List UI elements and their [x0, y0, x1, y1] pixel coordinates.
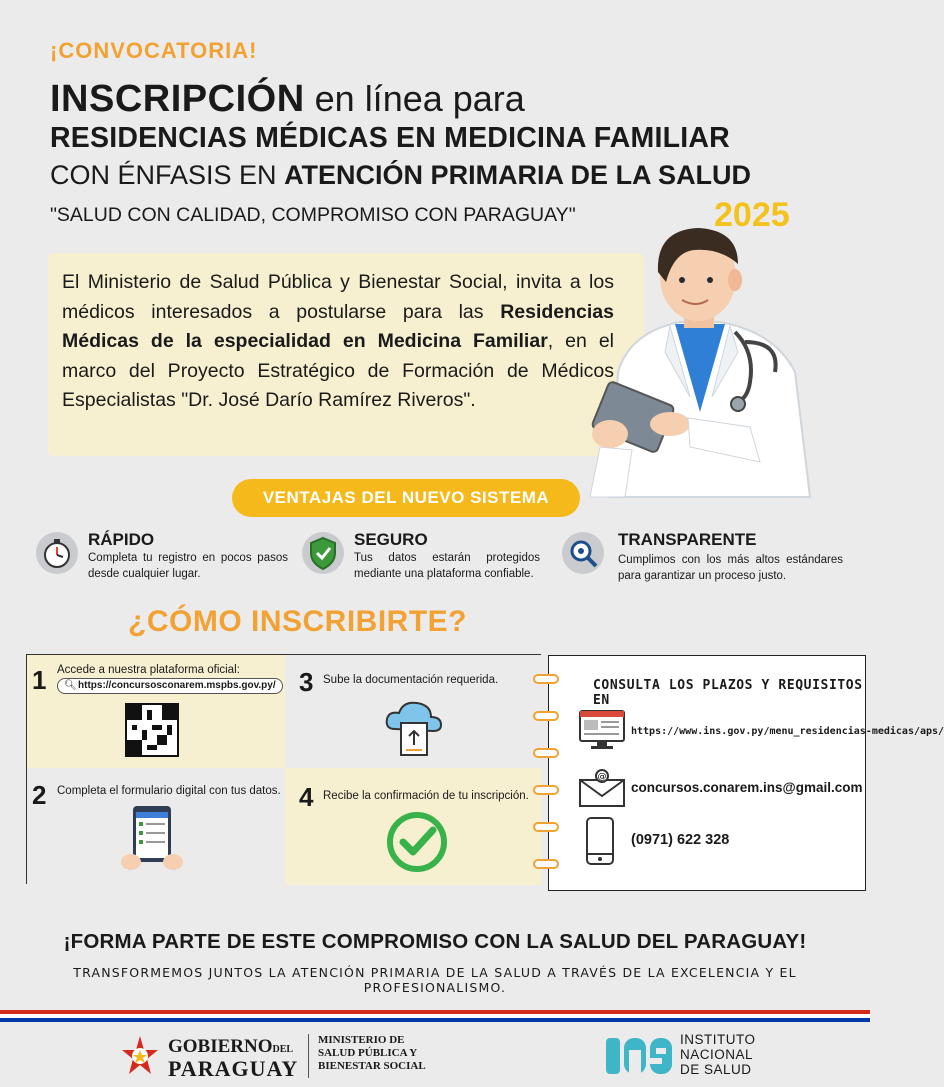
advantages-pill: VENTAJAS DEL NUEVO SISTEMA	[232, 479, 580, 517]
advantage-title: SEGURO	[354, 530, 428, 549]
binder-ring	[533, 822, 559, 832]
cloud-upload-icon	[381, 695, 447, 761]
step-text: Completa el formulario digital con tus datos.	[57, 785, 281, 797]
gov-del: DEL	[272, 1044, 294, 1055]
shield-check-icon	[302, 532, 344, 574]
intro-text-1: El Ministerio de Salud Pública y Bienestar Social, invita a los médicos interesados a postularse para las	[62, 271, 614, 323]
gov-word: GOBIERNO	[168, 1036, 273, 1057]
magnifier-eye-icon	[562, 532, 604, 574]
title-light: en línea para	[304, 78, 525, 119]
svg-text:@: @	[597, 772, 607, 782]
footer	[0, 1024, 870, 1087]
institute-line: NACIONAL	[680, 1047, 754, 1062]
binder-ring	[533, 674, 559, 684]
title-bold: INSCRIPCIÓN	[50, 78, 305, 120]
qr-code	[125, 703, 179, 757]
subtitle: RESIDENCIAS MÉDICAS EN MEDICINA FAMILIAR	[50, 122, 730, 154]
ministry-line: BIENESTAR SOCIAL	[318, 1060, 426, 1072]
cta-headline: ¡FORMA PARTE DE ESTE COMPROMISO CON LA SALUD DEL PARAGUAY!	[63, 930, 807, 953]
step-2	[27, 768, 285, 885]
step-number: 3	[299, 667, 314, 697]
ministry-line: MINISTERIO DE	[318, 1034, 405, 1046]
step-4	[285, 768, 542, 885]
slogan: "SALUD CON CALIDAD, COMPROMISO CON PARAGUAY"	[50, 204, 576, 226]
advantage-text: Cumplimos con los más altos estándares para garantizar un proceso justo.	[618, 554, 843, 582]
step-number: 1	[32, 665, 47, 695]
step-1	[27, 655, 285, 768]
consult-title: CONSULTA LOS PLAZOS Y REQUISITOS EN	[593, 678, 863, 708]
intro-text-2: , en el marco del Proyecto Estratégico de Formación de Médicos Especialistas "Dr. José Darío Ramírez Riveros".	[62, 330, 614, 411]
consult-web-link[interactable]: https://www.ins.gov.py/menu_residencias-medicas/aps/	[631, 726, 944, 737]
ins-logo	[606, 1036, 672, 1076]
year: 2025	[714, 196, 790, 234]
check-circle-icon	[385, 810, 449, 874]
email-icon	[579, 768, 625, 808]
browser-icon	[579, 710, 625, 750]
advantage-title: RÁPIDO	[88, 530, 155, 549]
intro-text-bold: Residencias Médicas de la especialidad en Medicina Familiar	[62, 300, 614, 352]
advantage-text: Tus datos estarán protegidos mediante una plataforma confiable.	[354, 552, 540, 580]
howto-title: ¿CÓMO INSCRIBIRTE?	[128, 605, 467, 638]
steps-grid	[26, 654, 541, 884]
institute-name	[680, 1032, 756, 1077]
advantage-text: Completa tu registro en pocos pasos desde cualquier lugar.	[88, 552, 288, 580]
step-text: Accede a nuestra plataforma oficial:	[57, 664, 240, 676]
stopwatch-icon	[36, 532, 78, 574]
search-icon: 🔍︎	[64, 680, 77, 691]
divider	[308, 1034, 309, 1078]
emphasis-bold: ATENCIÓN PRIMARIA DE LA SALUD	[284, 160, 752, 190]
url-bar[interactable]	[57, 678, 283, 694]
binder-ring	[533, 785, 559, 795]
step-number: 4	[299, 782, 314, 812]
platform-url[interactable]: https://concursosconarem.mspbs.gov.py/	[78, 680, 276, 691]
doctor-illustration	[570, 222, 830, 497]
tablet-form-icon	[121, 804, 183, 876]
step-text: Recibe la confirmación de tu inscripción.	[323, 790, 529, 802]
flag-stripe-blue	[0, 1018, 870, 1022]
gov-name-top	[168, 1036, 293, 1058]
kicker: ¡CONVOCATORIA!	[50, 38, 258, 63]
step-number: 2	[32, 780, 47, 810]
cta-subline: TRANSFORMEMOS JUNTOS LA ATENCIÓN PRIMARIA DE LA SALUD A TRAVÉS DE LA EXCELENCIA Y EL PROFESIONALISMO.	[73, 965, 797, 995]
gov-name-bottom: PARAGUAY	[168, 1056, 299, 1081]
step-3	[285, 655, 542, 768]
consult-email[interactable]: concursos.conarem.ins@gmail.com	[631, 780, 863, 795]
institute-line: DE SALUD	[680, 1062, 752, 1077]
emphasis-line	[50, 160, 751, 191]
page-title	[50, 78, 525, 121]
binder-ring	[533, 711, 559, 721]
ministry-name	[318, 1034, 426, 1073]
step-text: Sube la documentación requerida.	[323, 674, 499, 686]
advantage-title: TRANSPARENTE	[618, 530, 757, 549]
emphasis-light: CON ÉNFASIS EN	[50, 160, 285, 190]
ministry-line: SALUD PÚBLICA Y	[318, 1047, 418, 1059]
phone-icon	[585, 816, 615, 866]
intro-box	[48, 253, 644, 456]
consult-phone[interactable]: (0971) 622 328	[631, 832, 730, 848]
consult-card	[548, 655, 944, 891]
binder-ring	[533, 748, 559, 758]
institute-line: INSTITUTO	[680, 1032, 756, 1047]
government-star-logo	[118, 1034, 162, 1078]
binder-ring	[533, 859, 559, 869]
